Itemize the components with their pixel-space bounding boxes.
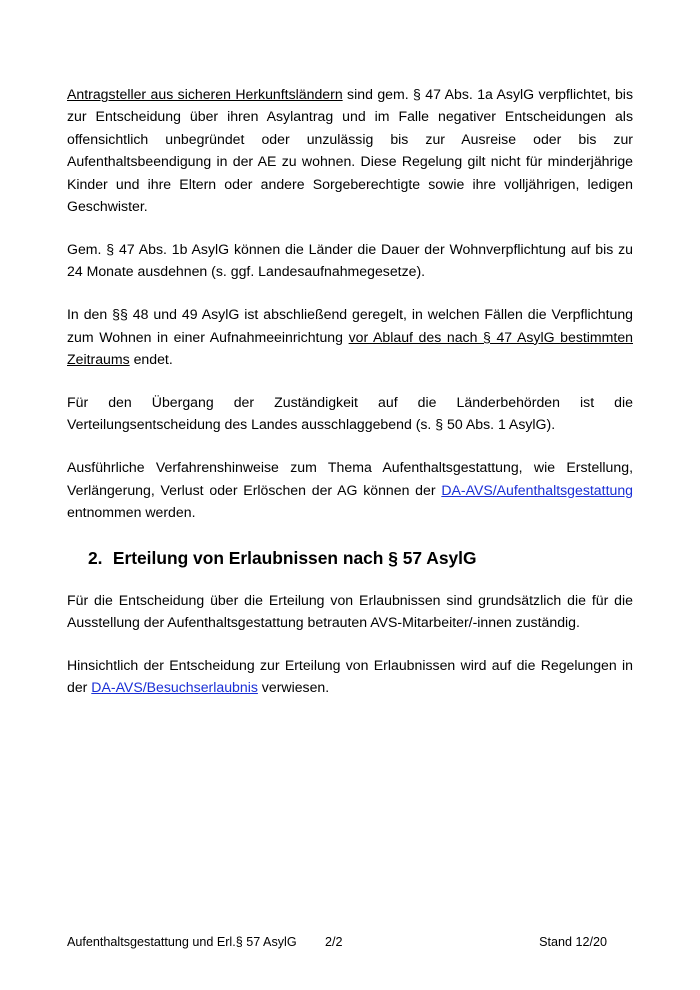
link-da-avs-aufenthaltsgestattung[interactable]: DA-AVS/Aufenthaltsgestattung [441,481,633,498]
paragraph-safe-countries [67,83,633,217]
link-da-avs-besuchserlaubnis[interactable]: DA-AVS/Besuchserlaubnis [91,679,258,696]
paragraph-end-of-obligation [67,303,633,370]
page-footer [67,933,607,951]
section-title: Erteilung von Erlaubnissen nach § 57 AsylG [112,547,477,568]
footer-page-number: 2/2 [325,935,343,949]
paragraph-residence-extension: Gem. § 47 Abs. 1b AsylG können die Länder die Dauer der Wohnverpflichtung auf bis zu 24 Monate ausdehnen (s. ggf. Landesaufnahmegesetze). [67,240,633,280]
paragraph-text: entnommen werden. [67,504,196,521]
paragraph-text: verwiesen. [257,679,330,696]
section-heading [67,547,633,569]
paragraph-text: sind gem. § 47 Abs. 1a AsylG verpflichtet, bis zur Entscheidung über ihren Asylantrag und im Falle negativer Entscheidungen als offensichtlich unbegründet oder unzulässig bis zur Ausreise oder bis zur Aufenthaltsbeendigung in der AE zu wohnen. Diese Regelung gilt nicht für minderjährige Kinder und ihre Eltern oder andere Sorgeberechtigte sowie ihre volljährigen, ledigen Geschwister. [67,86,633,215]
paragraph-jurisdiction-transfer: Für den Übergang der Zuständigkeit auf die Länderbehörden ist die Verteilungsentscheidung des Landes ausschlaggebend (s. § 50 Abs. 1 AsylG). [67,393,633,433]
paragraph-permit-reference [67,654,633,699]
paragraph-procedure-notes [67,456,633,523]
section-number: 2. [88,547,103,568]
paragraph-text: endet. [129,351,173,368]
paragraph-text: In den §§ 48 und 49 AsylG ist abschließend geregelt, in welchen Fällen die Verpflichtung zum Wohnen in einer Aufnahmeeinrichtung [67,306,633,345]
underlined-phrase-safe-countries: Antragsteller aus sicheren Herkunftsländern [67,86,343,102]
paragraph-text: Ausführliche Verfahrenshinweise zum Thema Aufenthaltsgestattung, wie Erstellung, Verlängerung, Verlust oder Erlöschen der AG können der [67,459,633,498]
paragraph-text: Hinsichtlich der Entscheidung zur Erteilung von Erlaubnissen wird auf die Regelungen in der [67,656,633,696]
underlined-phrase-period: vor Ablauf des nach § 47 AsylG bestimmten Zeitraums [67,328,633,368]
paragraph-permit-responsibility: Für die Entscheidung über die Erteilung von Erlaubnissen sind grundsätzlich die für die Ausstellung der Aufenthaltsgestattung betrauten AVS-Mitarbeiter/-innen zuständig. [67,591,633,630]
footer-stand-date: Stand 12/20 [539,935,607,949]
footer-document-title: Aufenthaltsgestattung und Erl.§ 57 AsylG [67,935,297,949]
document-body [67,83,633,699]
